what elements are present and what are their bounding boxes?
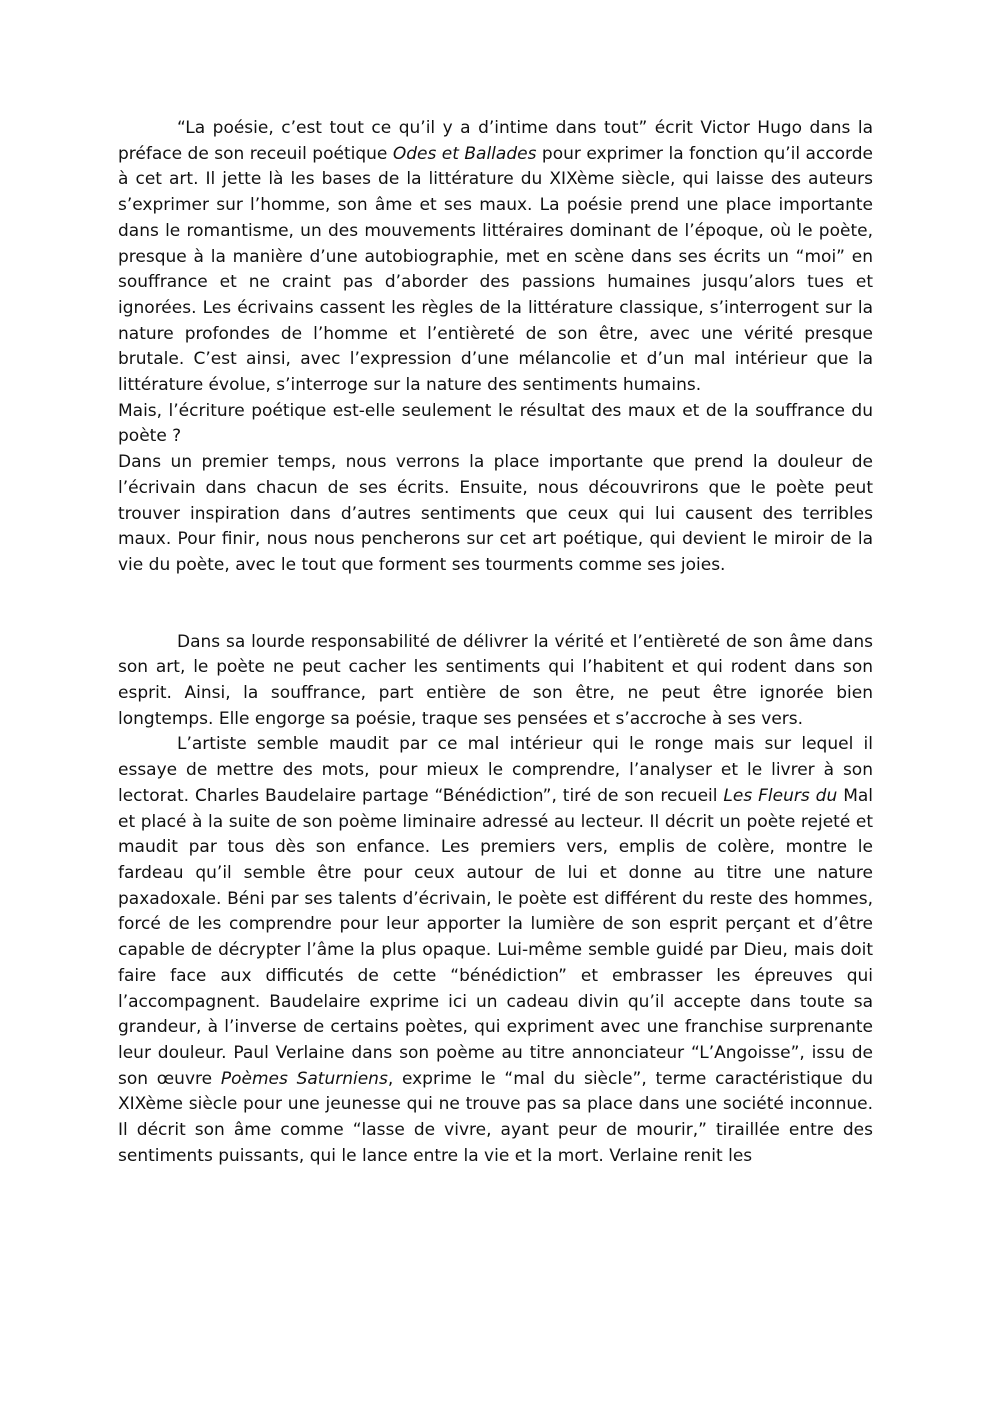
part1-text-1: L’artiste semble maudit par ce mal intérieur qui le ronge mais sur lequel il essaye de mettre des mots, pour mieux le comprendre, l’analyser et le livrer à son lectorat. Charles Baudelaire partage “Bénédiction”, tiré de son recueil bbox=[118, 734, 873, 806]
work-title-fleurs-du-mal: Les Fleurs du bbox=[723, 785, 838, 806]
part1-paragraph-2 bbox=[118, 732, 873, 1169]
intro-text-2: pour exprimer la fonction qu’il accorde à cet art. Il jette là les bases de la littérature du XIXème siècle, qui laisse des auteurs s’exprimer sur l’homme, son âme et ses maux. La poésie prend une place importante dans le romantisme, un des mouvements littéraires dominant de l’époque, où le poète, presque à la manière d’une autobiographie, met en scène dans ses écrits un “moi” en souffrance et ne craint pas d’aborder des passions humaines jusqu’alors tues et ignorées. Les écrivains cassent les règles de la littérature classique, s’interrogent sur la nature profondes de l’homme et l’entièreté de son être, avec une vérité presque brutale. C’est ainsi, avec l’expression d’une mélancolie et d’un mal intérieur que la littérature évolue, s’interroge sur la nature des sentiments humains. bbox=[118, 143, 873, 396]
document-page bbox=[118, 116, 873, 1169]
part1-text-3: , exprime le “mal du siècle”, terme caractéristique du XIXème siècle pour une jeunesse qui ne trouve pas sa place dans une société inconnue. Il décrit son âme comme “lasse de vivre, ayant peur de mourir,” tiraillée entre des sentiments puissants, qui le lance entre la vie et la mort. Verlaine renit les bbox=[118, 1068, 874, 1166]
work-title-odes-et-ballades: Odes et Ballades bbox=[392, 143, 537, 164]
section-spacer bbox=[118, 579, 873, 630]
work-title-poemes-saturniens: Poèmes Saturniens bbox=[220, 1068, 388, 1089]
part1-paragraph-1: Dans sa lourde responsabilité de délivrer la vérité et l’entièreté de son âme dans son art, le poète ne peut cacher les sentiments qui l’habitent et qui rodent dans son esprit. Ainsi, la souffrance, part entière de son être, ne peut être ignorée bien longtemps. Elle engorge sa poésie, traque ses pensées et s’accroche à ses vers. bbox=[118, 631, 873, 729]
intro-text-1: “La poésie, c’est tout ce qu’il y a d’intime dans tout” écrit Victor Hugo dans la préface de son receuil poétique bbox=[118, 118, 873, 164]
plan-paragraph: Dans un premier temps, nous verrons la place importante que prend la douleur de l’écrivain dans chacun de ses écrits. Ensuite, nous découvrirons que le poète peut trouver inspiration dans d’autres sentiments que ceux qui lui causent des terribles maux. Pour finir, nous nous pencherons sur cet art poétique, qui devient le miroir de la vie du poète, avec le tout que forment ses tourments comme ses joies. bbox=[118, 452, 873, 575]
intro-paragraph bbox=[118, 116, 873, 399]
part1-text-2: Mal et placé à la suite de son poème liminaire adressé au lecteur. Il décrit un poète rejeté et maudit par tous dès son enfance. Les premiers vers, emplis de colère, montre le fardeau qu’il semble être pour ceux autour de lui et donne au titre une nature paxadoxale. Béni par ses talents d’écrivain, le poète est différent du reste des hommes, forcé de les comprendre pour leur apporter la lumière de son esprit perçant et d’être capable de décrypter l’âme la plus opaque. Lui-même semble guidé par Dieu, mais doit faire face aux difficutés de cette “bénédiction” et embrasser les épreuves qui l’accompagnent. Baudelaire exprime ici un cadeau divin qu’il accepte dans toute sa grandeur, à l’inverse de certains poètes, qui expriment avec une franchise surprenante leur douleur. Paul Verlaine dans son poème au titre annonciateur “L’Angoisse”, issu de son œuvre bbox=[118, 785, 874, 1089]
problematic-question: Mais, l’écriture poétique est-elle seulement le résultat des maux et de la souffrance du poète ? bbox=[118, 400, 873, 447]
